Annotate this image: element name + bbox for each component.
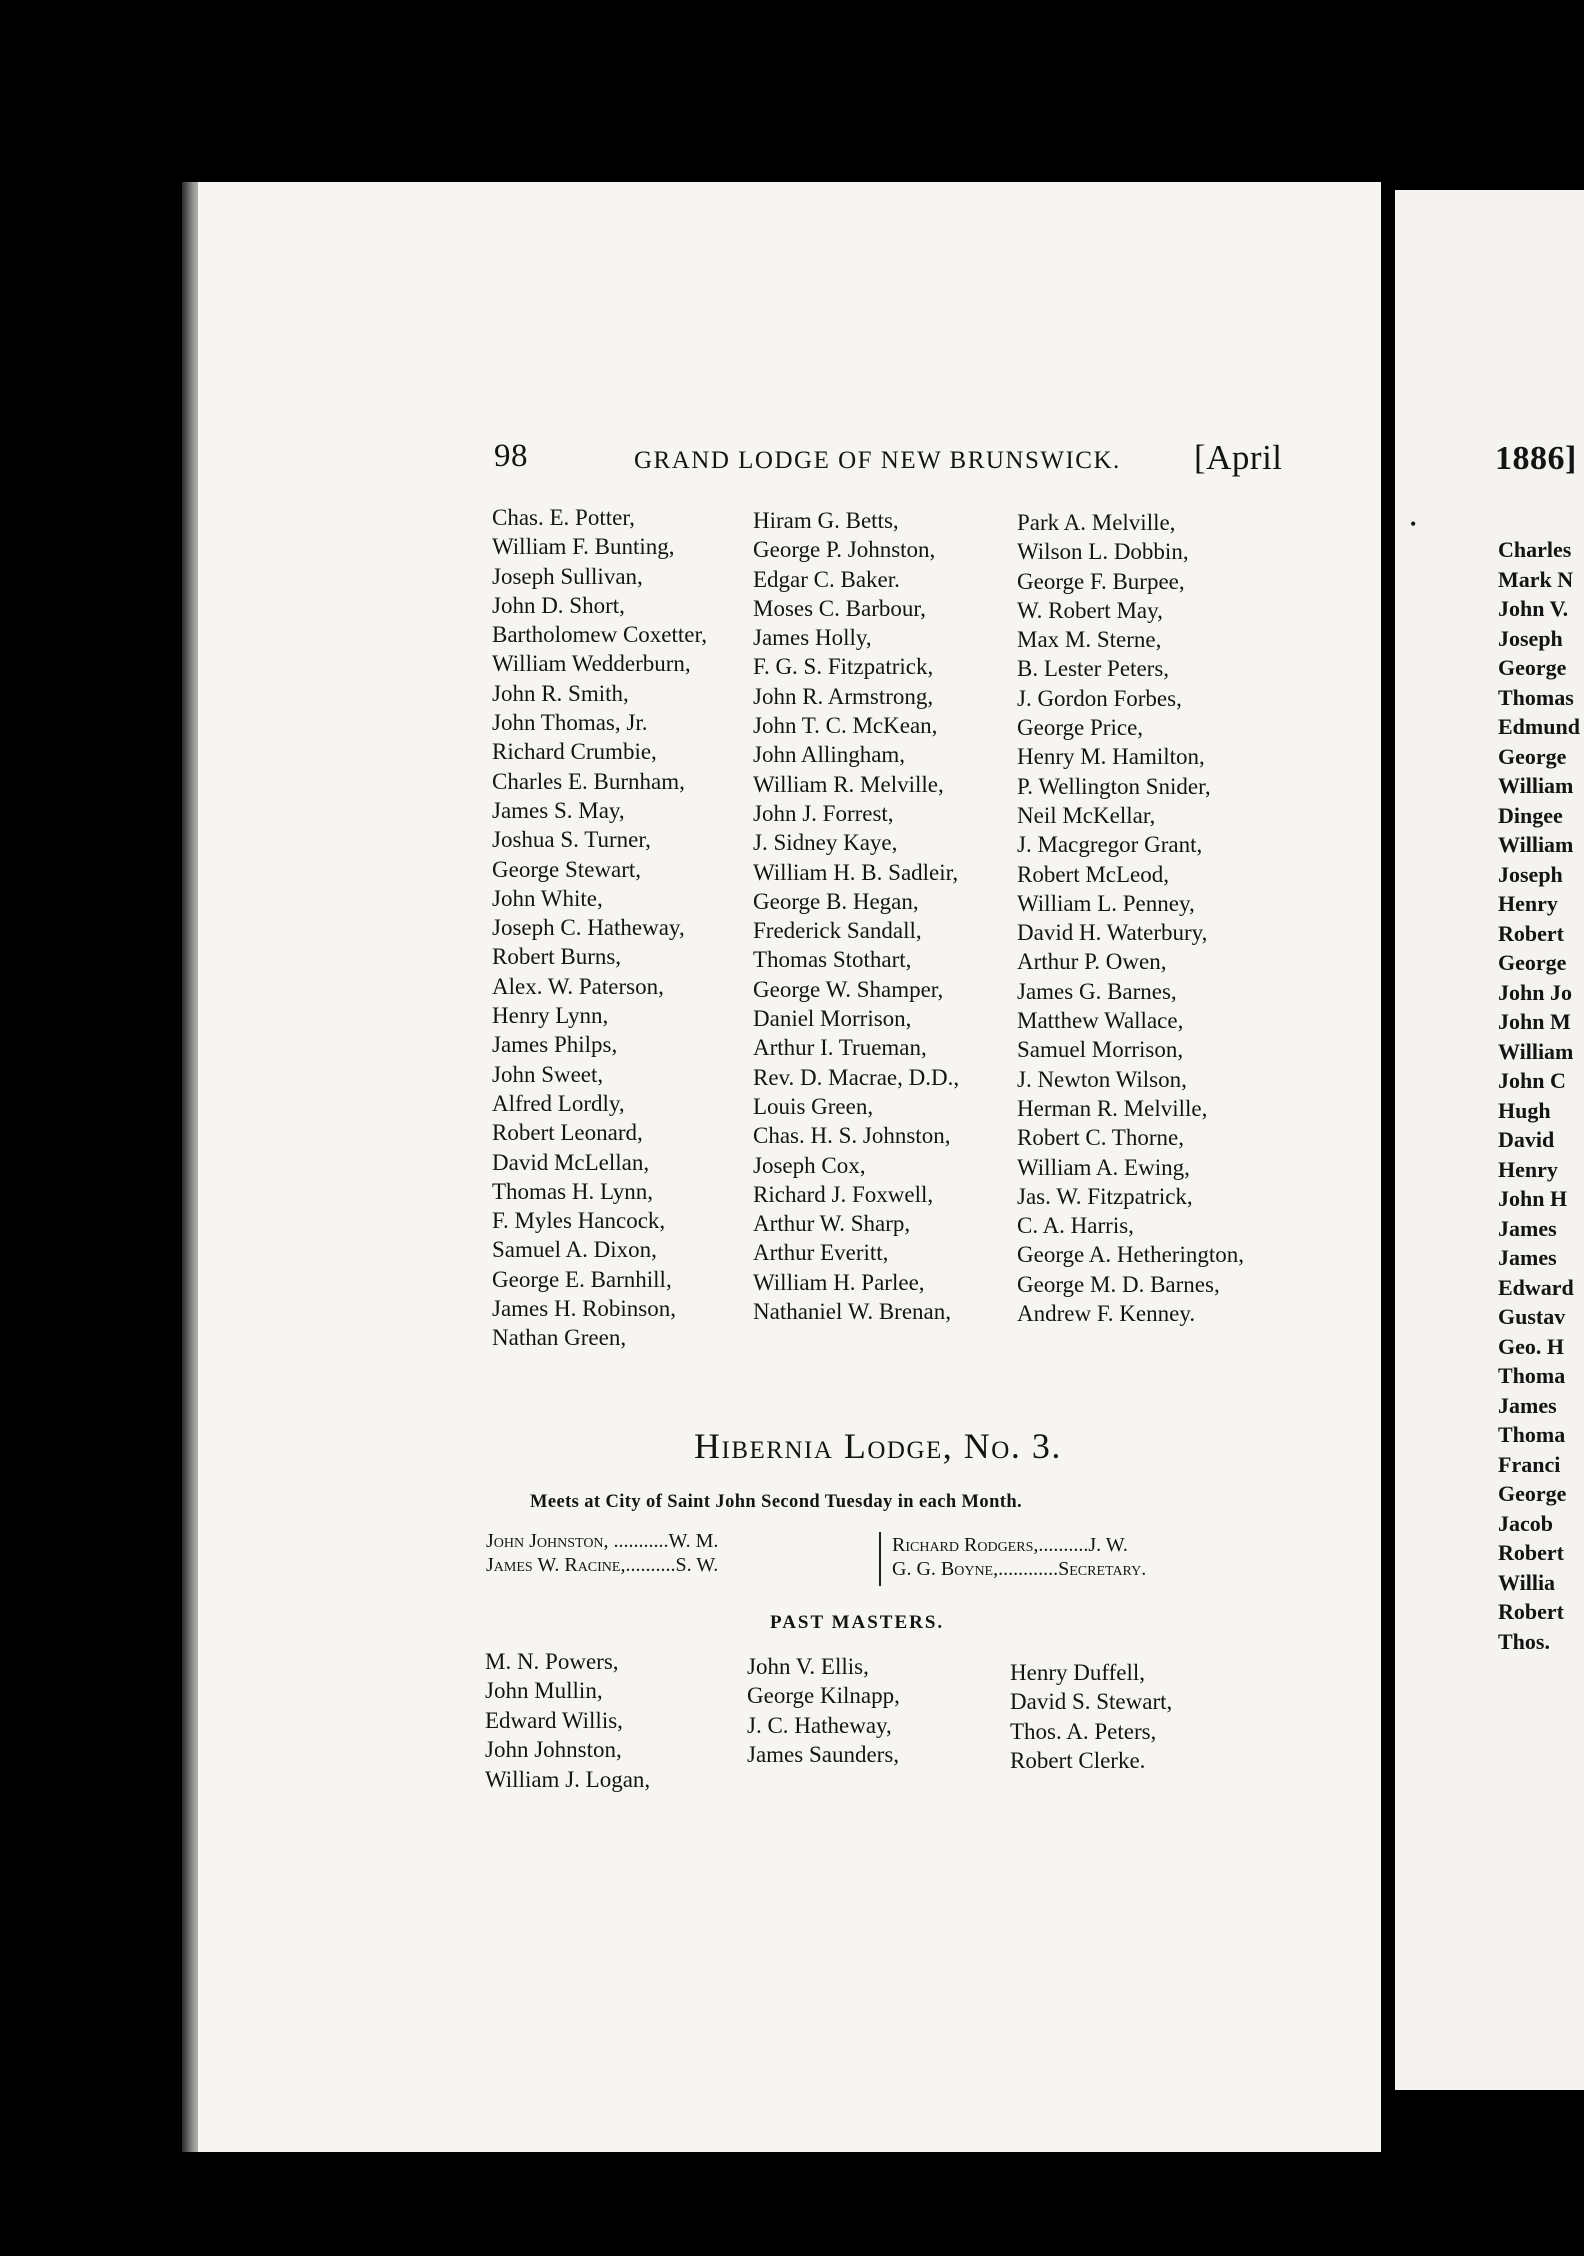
list-item: George E. Barnhill, — [492, 1266, 672, 1292]
list-item: Neil McKellar, — [1017, 802, 1156, 828]
list-item: Dingee — [1498, 802, 1563, 828]
member-column-2 — [753, 506, 959, 1326]
list-item: Daniel Morrison, — [753, 1006, 912, 1032]
list-item: Mark N — [1498, 566, 1574, 592]
list-item: F. G. S. Fitzpatrick, — [753, 654, 934, 680]
list-item: Arthur P. Owen, — [1017, 949, 1167, 975]
list-item: John Jo — [1498, 979, 1572, 1005]
list-item: Thomas H. Lynn, — [492, 1178, 653, 1204]
list-item: Edgar C. Baker. — [753, 566, 900, 592]
list-item: Geo. H — [1498, 1333, 1564, 1359]
list-item: Chas. E. Potter, — [492, 505, 635, 530]
list-item: M. N. Powers, — [485, 1649, 619, 1674]
facing-page-year: 1886] — [1495, 440, 1577, 477]
list-item: Robert Burns, — [492, 944, 622, 970]
list-item: Thoma — [1498, 1363, 1566, 1388]
list-item: John Sweet, — [492, 1061, 604, 1087]
list-item: Park A. Melville, — [1017, 510, 1176, 535]
list-item: John V. — [1498, 596, 1569, 621]
list-item: Max M. Sterne, — [1017, 627, 1162, 653]
list-item: George Stewart, — [492, 856, 642, 882]
list-item: Robert Leonard, — [492, 1120, 643, 1146]
list-item: John H — [1498, 1186, 1568, 1211]
list-item: James Philps, — [492, 1032, 618, 1058]
list-item: George — [1498, 1481, 1567, 1506]
facing-page-names — [1498, 535, 1584, 1656]
list-item: Robert — [1498, 920, 1564, 946]
list-item: William Wedderburn, — [492, 651, 691, 677]
list-item: Franci — [1498, 1451, 1561, 1477]
officers-divider — [879, 1532, 881, 1586]
list-item: Thomas Stothart, — [753, 947, 912, 973]
list-item: J. Sidney Kaye, — [753, 830, 898, 856]
list-item: Joseph — [1498, 861, 1563, 887]
member-column-1 — [492, 503, 707, 1353]
list-item: P. Wellington Snider, — [1017, 773, 1211, 799]
list-item: John White, — [492, 885, 603, 911]
list-item: John C — [1498, 1068, 1566, 1093]
list-item: William H. B. Sadleir, — [753, 859, 959, 885]
list-item: Robert McLeod, — [1017, 861, 1170, 887]
lodge-title: Hibernia Lodge, No. 3. — [694, 1426, 1062, 1466]
officers-block — [486, 1530, 1286, 1592]
list-item: John Johnston, — [485, 1737, 622, 1763]
list-item: William — [1498, 1038, 1574, 1064]
list-item: Henry — [1498, 891, 1558, 916]
list-item: Joseph Cox, — [753, 1152, 866, 1178]
list-item: James G. Barnes, — [1017, 978, 1177, 1004]
list-item: William F. Bunting, — [492, 534, 675, 560]
list-item: David H. Waterbury, — [1017, 920, 1208, 946]
list-item: J. Newton Wilson, — [1017, 1066, 1187, 1092]
list-item: William — [1498, 773, 1574, 798]
list-item: John Thomas, Jr. — [492, 710, 648, 736]
list-item: Frederick Sandall, — [753, 918, 922, 944]
list-item: F. Myles Hancock, — [492, 1208, 666, 1234]
list-item: George W. Shamper, — [753, 976, 944, 1002]
list-item: Herman R. Melville, — [1017, 1095, 1208, 1121]
list-item: George A. Hetherington, — [1017, 1242, 1244, 1268]
list-item: Joseph — [1498, 625, 1563, 651]
past-masters-column-2 — [747, 1652, 900, 1770]
list-item: Thos. — [1498, 1628, 1550, 1654]
list-item: Arthur W. Sharp, — [753, 1211, 911, 1237]
list-item: W. Robert May, — [1017, 597, 1163, 623]
list-item: Nathaniel W. Brenan, — [753, 1299, 952, 1325]
list-item: George — [1498, 950, 1567, 975]
list-item: George P. Johnston, — [753, 537, 936, 563]
facing-page-mark: • — [1410, 514, 1417, 534]
list-item: Louis Green, — [753, 1093, 874, 1119]
page-number: 98 — [494, 438, 528, 474]
list-item: Willia — [1498, 1569, 1556, 1595]
list-item: James S. May, — [492, 797, 625, 823]
list-item: George Kilnapp, — [747, 1683, 900, 1709]
list-item: George — [1498, 655, 1567, 680]
list-item: Jacob — [1498, 1510, 1553, 1536]
list-item: George F. Burpee, — [1017, 568, 1185, 594]
list-item: Hiram G. Betts, — [753, 508, 899, 533]
list-item: Edward Willis, — [485, 1707, 623, 1733]
list-item: J. Gordon Forbes, — [1017, 685, 1182, 711]
list-item: Gustav — [1498, 1304, 1566, 1329]
list-item: Joseph C. Hatheway, — [492, 915, 685, 941]
list-item: David — [1498, 1127, 1555, 1152]
list-item: William H. Parlee, — [753, 1269, 925, 1295]
list-item: William R. Melville, — [753, 771, 944, 797]
list-item: Matthew Wallace, — [1017, 1008, 1184, 1034]
list-item: Charles E. Burnham, — [492, 768, 685, 794]
list-item: George B. Hegan, — [753, 888, 919, 914]
list-item: James Saunders, — [747, 1742, 900, 1768]
list-item: Nathan Green, — [492, 1325, 627, 1351]
list-item: Richard Crumbie, — [492, 739, 657, 765]
list-item: James H. Robinson, — [492, 1296, 676, 1322]
list-item: John Mullin, — [485, 1678, 603, 1704]
list-item: John Allingham, — [753, 742, 906, 768]
list-item: J. Macgregor Grant, — [1017, 832, 1203, 858]
list-item: Hugh — [1498, 1097, 1551, 1123]
list-item: B. Lester Peters, — [1017, 656, 1170, 682]
list-item: William L. Penney, — [1017, 890, 1195, 916]
list-item: C. A. Harris, — [1017, 1213, 1134, 1239]
past-masters-heading: PAST MASTERS. — [770, 1612, 945, 1633]
past-masters-column-1 — [485, 1647, 650, 1794]
officer-junior-warden: Richard Rodgers,..........J. W. — [892, 1534, 1128, 1556]
list-item: Moses C. Barbour, — [753, 595, 926, 621]
list-item: George Price, — [1017, 715, 1144, 741]
list-item: Robert Clerke. — [1010, 1748, 1146, 1774]
list-item: William J. Logan, — [485, 1766, 651, 1792]
list-item: George — [1498, 743, 1567, 769]
list-item: Henry Duffell, — [1010, 1660, 1145, 1685]
list-item: John D. Short, — [492, 592, 625, 618]
list-item: David S. Stewart, — [1010, 1689, 1173, 1715]
officer-secretary: G. G. Boyne,............Secretary. — [892, 1558, 1147, 1580]
list-item: Robert C. Thorne, — [1017, 1125, 1184, 1151]
list-item: Edmund — [1498, 714, 1580, 739]
list-item: Henry M. Hamilton, — [1017, 744, 1205, 770]
list-item: Alfred Lordly, — [492, 1090, 625, 1116]
list-item: John R. Smith, — [492, 680, 629, 706]
list-item: Henry — [1498, 1156, 1558, 1182]
list-item: Bartholomew Coxetter, — [492, 622, 707, 648]
list-item: David McLellan, — [492, 1149, 650, 1175]
list-item: Samuel A. Dixon, — [492, 1237, 657, 1263]
list-item: Robert — [1498, 1540, 1564, 1565]
list-item: William A. Ewing, — [1017, 1154, 1190, 1180]
list-item: John M — [1498, 1009, 1571, 1034]
list-item: Arthur Everitt, — [753, 1240, 889, 1266]
list-item: J. C. Hatheway, — [747, 1712, 892, 1738]
list-item: Thoma — [1498, 1422, 1566, 1447]
list-item: Thomas — [1498, 684, 1574, 710]
list-item: John T. C. McKean, — [753, 713, 938, 739]
list-item: Jas. W. Fitzpatrick, — [1017, 1183, 1193, 1209]
list-item: Edward — [1498, 1274, 1574, 1300]
list-item: John R. Armstrong, — [753, 683, 934, 709]
officer-senior-warden: James W. Racine,..........S. W. — [486, 1554, 719, 1576]
list-item: Henry Lynn, — [492, 1003, 609, 1029]
list-item: George M. D. Barnes, — [1017, 1271, 1220, 1297]
list-item: Arthur I. Trueman, — [753, 1035, 927, 1061]
member-column-3 — [1017, 508, 1244, 1328]
list-item: Robert — [1498, 1599, 1564, 1624]
list-item: James — [1498, 1215, 1557, 1241]
list-item: William — [1498, 832, 1574, 857]
list-item: Richard J. Foxwell, — [753, 1181, 934, 1207]
list-item: James Holly, — [753, 625, 872, 651]
list-item: Joseph Sullivan, — [492, 563, 643, 589]
list-item: James — [1498, 1245, 1557, 1270]
list-item: Joshua S. Turner, — [492, 827, 651, 853]
officer-worshipful-master: John Johnston, ...........W. M. — [486, 1530, 719, 1552]
past-masters-column-3 — [1010, 1658, 1172, 1776]
list-item: Alex. W. Paterson, — [492, 973, 664, 999]
list-item: John J. Forrest, — [753, 800, 894, 826]
list-item: Thos. A. Peters, — [1010, 1718, 1157, 1744]
list-item: Wilson L. Dobbin, — [1017, 539, 1189, 565]
meeting-info: Meets at City of Saint John Second Tuesday in each Month. — [530, 1492, 1023, 1512]
list-item: Charles — [1498, 537, 1572, 562]
running-title: GRAND LODGE OF NEW BRUNSWICK. — [634, 447, 1121, 474]
running-month: [April — [1194, 438, 1283, 477]
list-item: Andrew F. Kenney. — [1017, 1301, 1196, 1327]
list-item: James — [1498, 1392, 1557, 1418]
list-item: Rev. D. Macrae, D.D., — [753, 1064, 960, 1090]
list-item: Chas. H. S. Johnston, — [753, 1123, 951, 1149]
list-item: John V. Ellis, — [747, 1654, 869, 1679]
list-item: Samuel Morrison, — [1017, 1037, 1184, 1063]
